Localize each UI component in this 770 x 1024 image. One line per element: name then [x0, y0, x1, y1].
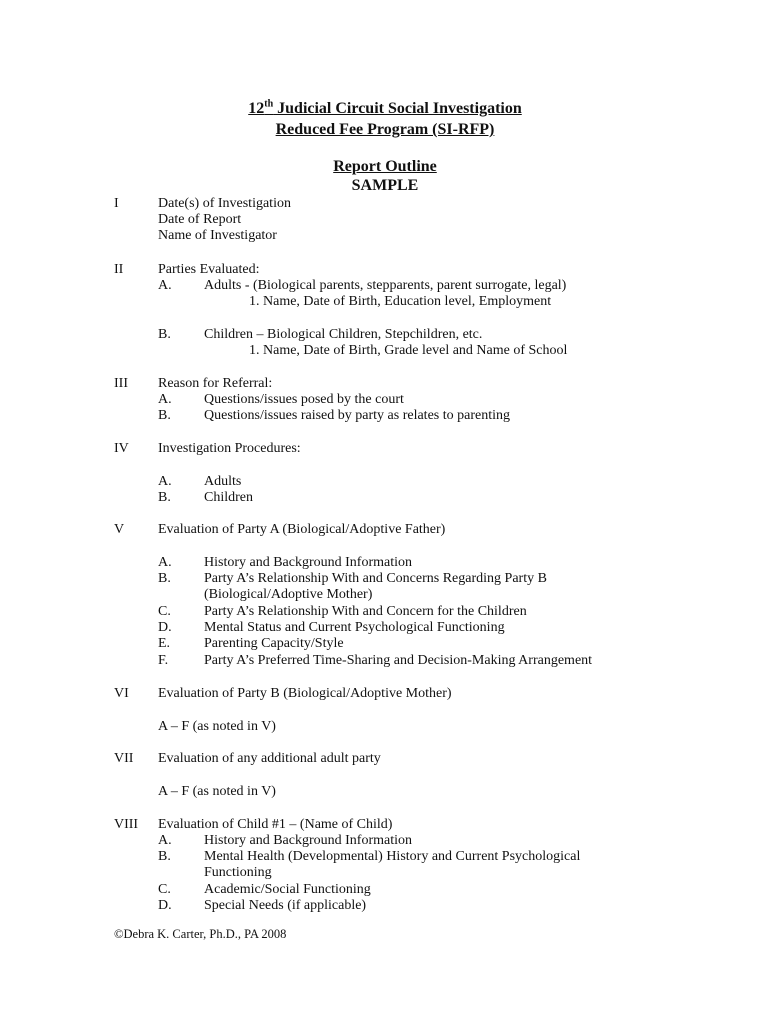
item-text: Academic/Social Functioning — [204, 882, 371, 897]
item-letter: A. — [158, 833, 172, 848]
section-ii-heading: Parties Evaluated: — [158, 262, 260, 277]
document-title-line-1 — [0, 100, 770, 118]
section-numeral-v: V — [114, 522, 125, 537]
item-text: Mental Status and Current Psychological Functioning — [204, 620, 505, 635]
section-numeral-ii: II — [114, 262, 124, 277]
item-text: History and Background Information — [204, 555, 413, 570]
item-text: Adults — [204, 474, 242, 489]
section-numeral-vi: VI — [114, 686, 129, 701]
section-numeral-i: I — [114, 196, 119, 211]
section-vii-note: A – F (as noted in V) — [158, 784, 276, 799]
item-text-continued: Functioning — [204, 865, 272, 880]
item-text: Adults - (Biological parents, stepparents, parent surrogate, legal) — [204, 278, 567, 293]
item-letter: C. — [158, 882, 171, 897]
item-letter: A. — [158, 392, 172, 407]
section-vi-heading: Evaluation of Party B (Biological/Adoptive Mother) — [158, 686, 452, 701]
item-text: Parenting Capacity/Style — [204, 636, 344, 651]
item-text-continued: (Biological/Adoptive Mother) — [204, 587, 373, 602]
section-iii-heading: Reason for Referral: — [158, 376, 273, 391]
item-letter: E. — [158, 636, 171, 651]
section-numeral-vii: VII — [114, 751, 134, 766]
sample-label: SAMPLE — [351, 177, 419, 194]
section-i-line: Name of Investigator — [158, 228, 277, 243]
item-text: Party A’s Relationship With and Concern for the Children — [204, 604, 527, 619]
item-letter: F. — [158, 653, 169, 668]
item-text: Questions/issues posed by the court — [204, 392, 404, 407]
item-letter: A. — [158, 474, 172, 489]
item-letter: C. — [158, 604, 171, 619]
item-letter: D. — [158, 620, 172, 635]
sub-item-text: 1. Name, Date of Birth, Grade level and Name of School — [249, 343, 568, 358]
section-i-line: Date of Report — [158, 212, 242, 227]
item-text: Party A’s Preferred Time-Sharing and Decision-Making Arrangement — [204, 653, 593, 668]
item-text: Children — [204, 490, 253, 505]
copyright-footer: ©Debra K. Carter, Ph.D., PA 2008 — [114, 927, 287, 941]
item-letter: B. — [158, 849, 171, 864]
section-numeral-viii: VIII — [114, 817, 139, 832]
section-v-heading: Evaluation of Party A (Biological/Adoptive Father) — [158, 522, 446, 537]
document-subtitle: Report Outline — [333, 158, 437, 175]
item-letter: B. — [158, 571, 171, 586]
title-ordinal-number: 12 — [248, 100, 265, 117]
section-iv-heading: Investigation Procedures: — [158, 441, 301, 456]
item-text: History and Background Information — [204, 833, 413, 848]
item-letter: B. — [158, 490, 171, 505]
item-letter: B. — [158, 327, 171, 342]
item-text: Questions/issues raised by party as relates to parenting — [204, 408, 510, 423]
section-numeral-iv: IV — [114, 441, 129, 456]
title-line-1-text: Judicial Circuit Social Investigation — [273, 100, 522, 117]
section-numeral-iii: III — [114, 376, 128, 391]
item-text: Mental Health (Developmental) History and Current Psychological — [204, 849, 581, 864]
item-text: Children – Biological Children, Stepchildren, etc. — [204, 327, 483, 342]
item-letter: A. — [158, 278, 172, 293]
section-i-line: Date(s) of Investigation — [158, 196, 291, 211]
section-vii-heading: Evaluation of any additional adult party — [158, 751, 381, 766]
item-letter: D. — [158, 898, 172, 913]
item-letter: A. — [158, 555, 172, 570]
title-ordinal-suffix: th — [264, 98, 274, 110]
section-viii-heading: Evaluation of Child #1 – (Name of Child) — [158, 817, 393, 832]
item-letter: B. — [158, 408, 171, 423]
document-title-line-2: Reduced Fee Program (SI-RFP) — [275, 121, 495, 138]
section-vi-note: A – F (as noted in V) — [158, 719, 276, 734]
sub-item-text: 1. Name, Date of Birth, Education level, Employment — [249, 294, 552, 309]
item-text: Special Needs (if applicable) — [204, 898, 367, 913]
item-text: Party A’s Relationship With and Concerns Regarding Party B — [204, 571, 547, 586]
